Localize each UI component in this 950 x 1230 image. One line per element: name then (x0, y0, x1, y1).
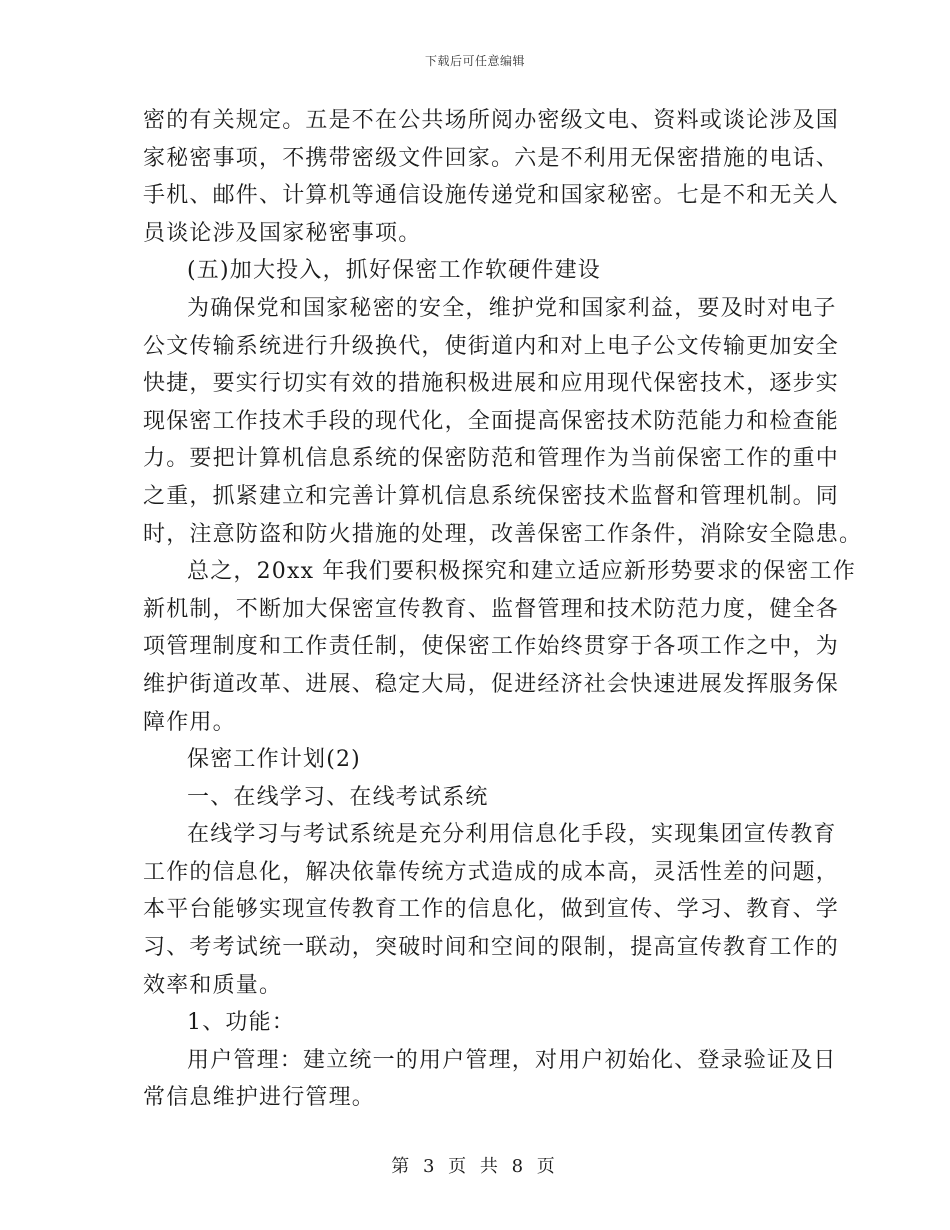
text-line: 时，注意防盗和防火措施的处理，改善保密工作条件，消除安全隐患。 (143, 521, 863, 547)
text-line: 为确保党和国家秘密的安全，维护党和国家利益，要及时对电子 (187, 295, 837, 321)
text-line: 密的有关规定。五是不在公共场所阅办密级文电、资料或谈论涉及国 (143, 108, 840, 133)
text-line: 1、功能： (187, 1010, 295, 1036)
text-line: 现保密工作技术手段的现代化，全面提高保密技术防范能力和检查能 (143, 408, 840, 434)
text-line: 快捷，要实行切实有效的措施积极进展和应用现代保密技术，逐步实 (143, 371, 840, 397)
text-line: 项管理制度和工作责任制，使保密工作始终贯穿于各项工作之中，为 (143, 634, 840, 660)
text-line: 力。要把计算机信息系统的保密防范和管理作为当前保密工作的重中 (143, 446, 840, 472)
text-line: 维护街道改革、进展、稳定大局，促进经济社会快速进展发挥服务保 (143, 671, 840, 697)
text-line: 家秘密事项，不携带密级文件回家。六是不利用无保密措施的电话、 (143, 145, 840, 171)
text-line: 之重，抓紧建立和完善计算机信息系统保密技术监督和管理机制。同 (143, 483, 840, 509)
text-line: 在线学习与考试系统是充分利用信息化手段，实现集团宣传教育 (187, 822, 837, 848)
text-line: 一、在线学习、在线考试系统 (187, 784, 489, 810)
text-line: 习、考考试统一联动，突破时间和空间的限制，提高宣传教育工作的 (143, 935, 840, 961)
text-line: 总之，20xx 年我们要积极探究和建立适应新形势要求的保密工作 (187, 559, 857, 585)
text-line: 员谈论涉及国家秘密事项。 (143, 220, 422, 246)
text-line: 障作用。 (143, 709, 236, 735)
text-line: 公文传输系统进行升级换代，使街道内和对上电子公文传输更加安全 (143, 333, 840, 359)
text-line: 工作的信息化，解决依靠传统方式造成的成本高，灵活性差的问题， (143, 859, 840, 885)
text-line: 手机、邮件、计算机等通信设施传递党和国家秘密。七是不和无关人 (143, 183, 840, 209)
text-line: 用户管理：建立统一的用户管理，对用户初始化、登录验证及日 (187, 1047, 837, 1073)
document-body (143, 102, 863, 1117)
text-line: 保密工作计划(2) (187, 747, 361, 773)
text-line: 常信息维护进行管理。 (143, 1085, 376, 1111)
text-line: (五)加大投入，抓好保密工作软硬件建设 (187, 258, 601, 284)
text-line: 本平台能够实现宣传教育工作的信息化，做到宣传、学习、教育、学 (143, 897, 840, 923)
text-line: 新机制，不断加大保密宣传教育、监督管理和技术防范力度，健全各 (143, 596, 840, 622)
text-line: 效率和质量。 (143, 972, 283, 998)
page-number-footer: 第 3 页 共 8 页 (391, 1156, 559, 1177)
page-header: 下载后可任意编辑 (424, 54, 525, 68)
